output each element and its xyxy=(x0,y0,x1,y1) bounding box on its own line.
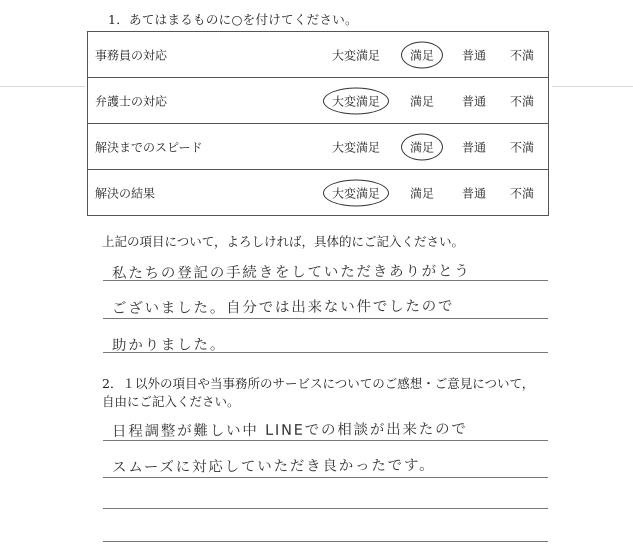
option-circled: 大変満足 xyxy=(323,87,389,114)
table-cell xyxy=(88,78,549,124)
row-label: 事務員の対応 xyxy=(95,48,168,62)
handwritten-comment-line: 助かりました。 xyxy=(111,337,227,354)
option: 不満 xyxy=(509,140,535,154)
satisfaction-table xyxy=(87,31,549,216)
row-label: 解決の結果 xyxy=(95,186,156,200)
option-circled: 満足 xyxy=(401,41,443,68)
table-cell xyxy=(88,32,549,78)
option: 普通 xyxy=(461,48,487,62)
option: 満足 xyxy=(409,94,435,108)
option-circled: 満足 xyxy=(401,133,443,160)
handwritten-comment-line: ございました。自分では出来ない件でしたので xyxy=(111,298,455,317)
question1-heading: 1．あてはまるものに○を付けてください。 xyxy=(108,12,358,27)
question2-heading-line: 2．１以外の項目や当事務所のサービスについてのご感想・ご意見について， xyxy=(102,376,535,391)
option: 大変満足 xyxy=(331,140,381,154)
option: 普通 xyxy=(461,186,487,200)
handwritten-answer-line: 日程調整が難しい中 LINEでの相談が出来たので xyxy=(111,421,468,440)
option: 不満 xyxy=(509,94,535,108)
option: 普通 xyxy=(461,140,487,154)
answer-rule xyxy=(103,508,548,509)
table-cell xyxy=(88,170,549,216)
option: 不満 xyxy=(509,186,535,200)
handwritten-answer-line: スムーズに対応していただき良かったです。 xyxy=(111,457,436,476)
option: 満足 xyxy=(409,186,435,200)
table-row xyxy=(88,32,549,78)
option-circled: 大変満足 xyxy=(323,179,389,206)
comment-prompt: 上記の項目について，よろしければ，具体的にご記入ください。 xyxy=(102,234,465,249)
option: 普通 xyxy=(461,94,487,108)
comment-rule xyxy=(103,318,548,319)
scan-line-top xyxy=(0,86,85,87)
table-cell xyxy=(88,124,549,170)
question2-heading-line: 自由にご記入ください。 xyxy=(102,394,240,409)
row-label: 解決までのスピード xyxy=(95,140,203,154)
answer-rule xyxy=(103,477,548,478)
scan-line-top-right xyxy=(552,86,633,87)
handwritten-comment-line: 私たちの登記の手続きをしていただきありがとう xyxy=(111,263,471,282)
row-label: 弁護士の対応 xyxy=(95,94,168,108)
answer-rule xyxy=(103,541,548,542)
option: 大変満足 xyxy=(331,48,381,62)
table-row xyxy=(88,124,549,170)
question2-heading xyxy=(102,375,534,411)
table-row xyxy=(88,78,549,124)
option: 不満 xyxy=(509,48,535,62)
table-row xyxy=(88,170,549,216)
